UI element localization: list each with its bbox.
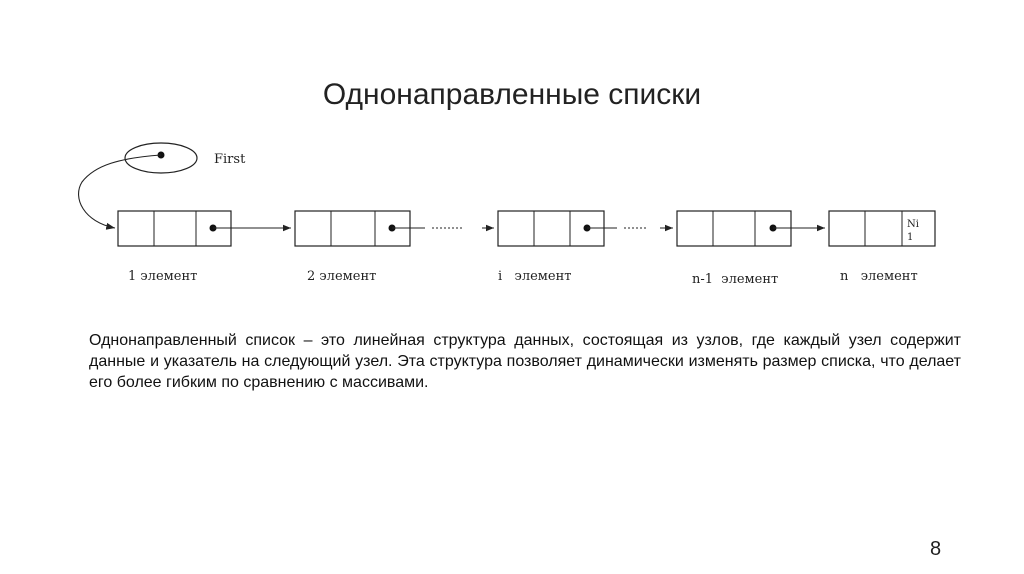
node-n-box	[829, 211, 935, 246]
node-label-n: n элемент	[840, 269, 918, 284]
nil-text-line2: 1	[907, 232, 914, 243]
first-pointer-arrow	[79, 155, 161, 228]
list-node-n	[829, 211, 935, 246]
node-label-i: i элемент	[498, 269, 572, 284]
page-number: 8	[930, 538, 942, 560]
node-label-n-1: n-1 элемент	[692, 272, 779, 287]
first-pointer	[79, 143, 247, 228]
first-label: First	[214, 152, 246, 167]
nil-text-line1: Ni	[907, 219, 919, 230]
description-paragraph: Однонаправленный список – это линейная структура данных, состоящая из узлов, где каждый узел содержит данные и указатель на следующий узел. Эта структура позволяет динамически изменять размер списка, что делает его более гибким по сравнению с массивами.	[89, 332, 961, 391]
node-label-2: 2 элемент	[307, 269, 377, 284]
slide-title: Однонаправленные списки	[322, 78, 702, 111]
node-label-1: 1 элемент	[128, 269, 198, 284]
